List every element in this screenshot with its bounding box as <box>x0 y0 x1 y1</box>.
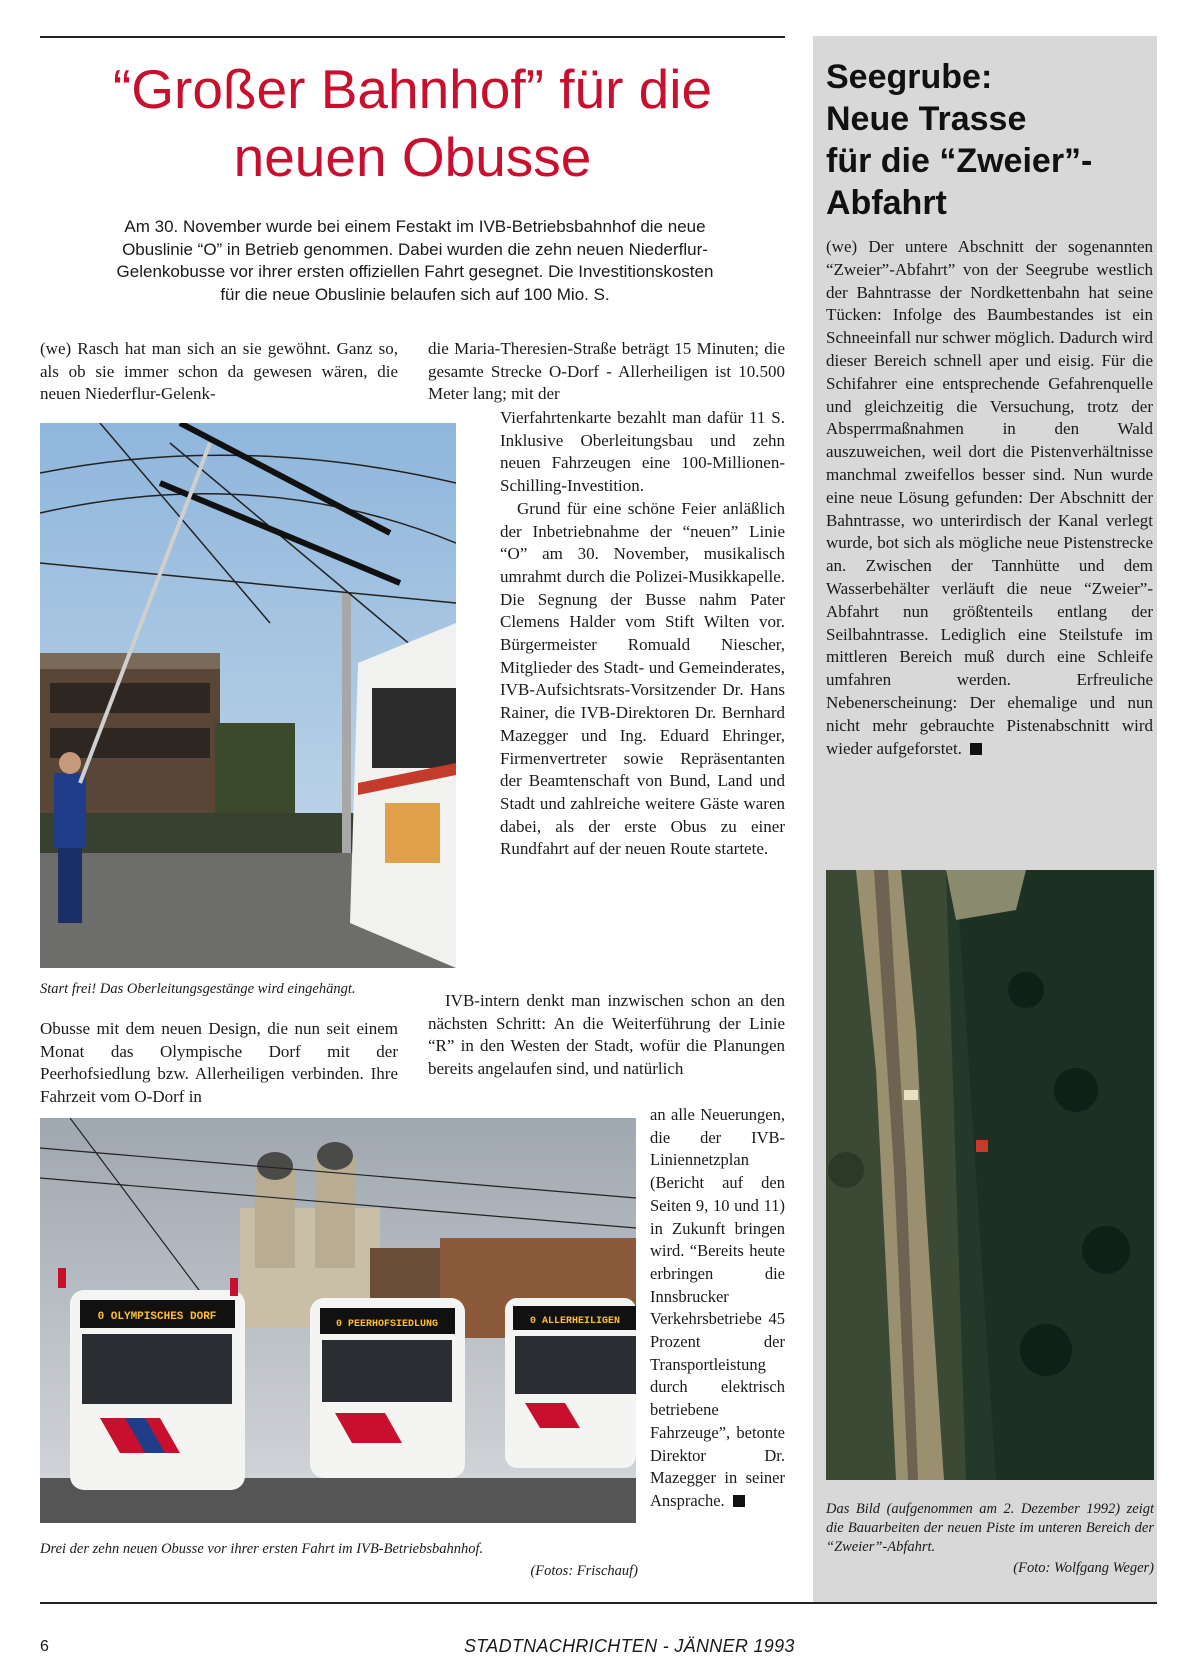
end-mark <box>733 1495 745 1507</box>
end-mark <box>970 743 982 755</box>
lead-line: Am 30. November wurde bei einem Festakt im IVB-Betriebsbahnhof die neue <box>124 217 706 236</box>
column1-bottom-text <box>40 1018 398 1109</box>
paragraph: (we) Der untere Abschnitt der sogenannten “Zweier”-Abfahrt” von der Seegrube westlich der Bahntrasse der Nordkettenbahn hat seine Tücken: Infolge des Baumbestandes ist ein Schneeinfall nur schwer möglich. Dadurch wird dieser Bereich schnell aper und eisig. Für die Schifahrer eine entsprechende Gefahrenquelle und gleichzeitig die Versuchung, trotz der Absperrmaßnahmen in den Wald auszuweichen, weil dort die Pistenverhältnisse manchmal zweifellos besser sind. Nun wurde eine neue Lösung gefunden: Der Abschnitt der Bahntrasse, wo unterirdisch der Kanal verlegt wurde, bot sich als mögliche neue Pistenstrecke an. Zwischen der Tannhütte und dem Wasserbehälter verläuft die neue “Zweier”-Abfahrt nun größtenteils entlang der Seilbahntrasse. Lediglich eine Steilstufe im mittleren Bereich muß durch eine Schleife umfahren werden. Erfreuliche Nebenerscheinung: Der ehemalige und nun nicht mehr gebrauchte Pistenabschnitt wird wieder aufgeforstet. <box>826 237 1153 758</box>
photo2-caption: Drei der zehn neuen Obusse vor ihrer ersten Fahrt im IVB-Betriebsbahnhof. <box>40 1541 484 1557</box>
bus-sign-peerhofsiedlung: 0 PEERHOFSIEDLUNG <box>335 1319 439 1330</box>
column2-top-text <box>428 338 785 406</box>
paragraph: (we) Rasch hat man sich an sie gewöhnt. Ganz so, als ob sie immer schon da gewesen wären, die neuen Niederflur-Gelenk- <box>40 339 398 404</box>
photo-trolley-pole <box>40 423 456 968</box>
paragraph: an alle Neuerungen, die der IVB-Liniennetzplan (Bericht auf den Seiten 9, 10 und 11) in Zukunft bringen wird. “Bereits heute erbringen die Innsbrucker Verkehrsbetriebe 45 Prozent der Transportleistung durch elektrisch betriebene Fahrzeuge”, betonte Direktor Dr. Mazegger in seiner Ansprache. <box>650 1105 785 1510</box>
column2-narrow-text <box>500 407 785 861</box>
sidebar-title-line: Abfahrt <box>826 184 947 222</box>
sidebar-title-line: Neue Trasse <box>826 100 1027 138</box>
lead-line: Obuslinie “O” in Betrieb genommen. Dabei wurden die zehn neuen Niederflur- <box>122 239 708 259</box>
photo2-credit: (Fotos: Frischauf) <box>530 1563 638 1579</box>
paragraph: IVB-intern denkt man inzwischen schon an den nächsten Schritt: An die Weiterführung der Linie “R” in den Westen der Stadt, wofür die Planungen bereits angelaufen sind, und natürlich <box>428 991 785 1079</box>
lead-line: für die neue Obuslinie belaufen sich auf 100 Mio. S. <box>220 285 610 305</box>
bus-sign-olympisches-dorf: 0 OLYMPISCHES DORF <box>97 1311 217 1323</box>
paragraph: Grund für eine schöne Feier anläßlich der Inbetriebnahme der “neuen” Linie “O” am 30. November, musikalisch umrahmt durch die Polizei-Musikkapelle. Die Segnung der Busse nahm Pater Clemens Halder vom Stift Wilten vor. Bürgermeister Romuald Niescher, Mitglieder des Stadt- und Gemeinderates, IVB-Aufsichtsrats-Vorsitzender Dr. Hans Rainer, die IVB-Direktoren Dr. Bernhard Mazegger und Ing. Eduard Ehringer, Firmenvertreter sowie Repräsentanten der Beamtenschaft von Bund, Land und Stadt und zahlreiche weitere Gäste waren dabei, als der erste Obus zu einer Rundfahrt auf der neuen Route startete. <box>500 498 785 859</box>
article-lead <box>70 216 760 307</box>
publication-footer: STADTNACHRICHTEN - JÄNNER 1993 <box>464 1636 795 1656</box>
article-title <box>40 55 785 191</box>
sidebar-photo-caption: Das Bild (aufgenommen am 2. Dezember 1992) zeigt die Bauarbeiten der neuen Piste im unteren Bereich der “Zweier”-Abfahrt. <box>826 1501 1154 1555</box>
column2-lower-text <box>428 990 785 1081</box>
article-title-line1: “Großer Bahnhof” für die <box>112 58 713 120</box>
sidebar-title-line: für die “Zweier”- <box>826 142 1093 180</box>
column1-top-text <box>40 338 398 406</box>
photo1-caption: Start frei! Das Oberleitungsgestänge wird eingehängt. <box>40 981 356 997</box>
lead-line: Gelenkobusse vor ihrer ersten offiziellen Fahrt gesegnet. Die Investitionskosten <box>116 262 714 282</box>
sidebar-body <box>826 236 1153 760</box>
article-title-line2: neuen Obusse <box>233 126 592 188</box>
sidebar-photo-credit: (Foto: Wolfgang Weger) <box>1013 1560 1154 1576</box>
paragraph: Obusse mit dem neuen Design, die nun seit einem Monat das Olympische Dorf mit der Peerhofsiedlung bzw. Allerheiligen verbinden. Ihre Fahrzeit vom O-Dorf in <box>40 1019 398 1107</box>
bus-sign-allerheiligen: 0 ALLERHEILIGEN <box>529 1316 621 1327</box>
photo-three-buses <box>40 1118 636 1523</box>
paragraph: die Maria-Theresien-Straße beträgt 15 Minuten; die gesamte Strecke O-Dorf - Allerheiligen ist 10.500 Meter lang; mit der <box>428 339 785 404</box>
bottom-rule <box>40 1602 1157 1604</box>
sidebar-title <box>826 56 1146 224</box>
page-number: 6 <box>40 1638 49 1655</box>
column2-narrow-bottom-text <box>650 1104 785 1513</box>
paragraph: Vierfahrtenkarte bezahlt man dafür 11 S. Inklusive Oberleitungsbau und zehn neuen Fahrzeugen eine 100-Millionen-Schilling-Investition. <box>500 408 785 496</box>
photo-ski-slope <box>826 870 1154 1480</box>
sidebar-title-line: Seegrube: <box>826 58 993 96</box>
top-rule <box>40 36 785 38</box>
